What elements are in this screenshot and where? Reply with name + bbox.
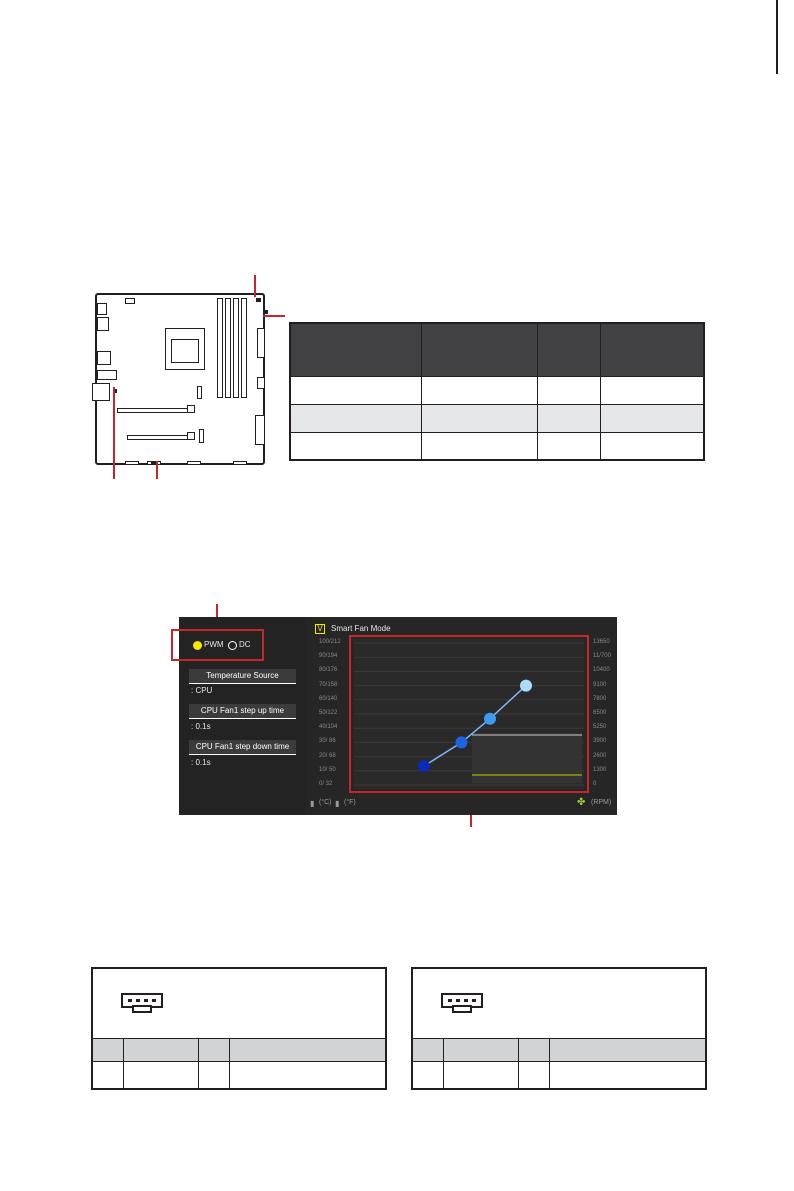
rpm-unit: (RPM) bbox=[591, 799, 612, 806]
table-header bbox=[291, 324, 703, 376]
sata-ports bbox=[255, 415, 265, 445]
y-tick-label-temp: 90/194 bbox=[319, 653, 338, 660]
y-tick-label-rpm: 7800 bbox=[593, 695, 607, 702]
y-tick-label-rpm: 3900 bbox=[593, 738, 607, 745]
pcie-slot bbox=[127, 435, 195, 440]
y-tick-label-temp: 80/176 bbox=[319, 667, 338, 674]
header bbox=[187, 461, 201, 465]
temperature-source-value: : CPU bbox=[191, 686, 213, 695]
table-divider bbox=[443, 1038, 444, 1088]
step-up-time-value: : 0.1s bbox=[191, 722, 211, 731]
y-tick-label-rpm: 2600 bbox=[593, 752, 607, 759]
table-divider bbox=[123, 1038, 124, 1088]
power-connector bbox=[257, 328, 265, 358]
board-component bbox=[257, 377, 265, 389]
step-down-time-button[interactable]: CPU Fan1 step down time bbox=[189, 740, 296, 755]
board-component bbox=[125, 298, 135, 304]
thermometer-icon: ▮ bbox=[335, 799, 340, 808]
y-tick-label-rpm: 1300 bbox=[593, 766, 607, 773]
callout-line bbox=[156, 461, 158, 479]
y-tick-label-temp: 20/ 68 bbox=[319, 752, 336, 759]
y-tick-label-rpm: 6500 bbox=[593, 710, 607, 716]
y-tick-label-rpm: 11/700 bbox=[593, 653, 611, 660]
y-tick-label-temp: 0/ 32 bbox=[319, 781, 333, 787]
dimm-slot bbox=[241, 298, 247, 398]
smart-fan-label: Smart Fan Mode bbox=[331, 624, 391, 633]
fahrenheit-unit: (°F) bbox=[344, 799, 356, 806]
dimm-slot bbox=[233, 298, 239, 398]
pwm-label: PWM bbox=[204, 640, 224, 649]
temperature-source-button[interactable]: Temperature Source bbox=[189, 669, 296, 684]
page-edge-tab bbox=[776, 0, 778, 74]
pwm-radio[interactable] bbox=[193, 641, 202, 650]
y-tick-label-rpm: 0 bbox=[593, 781, 597, 787]
io-port bbox=[92, 383, 110, 401]
bios-fan-screenshot bbox=[179, 617, 617, 815]
callout-line bbox=[263, 315, 285, 317]
y-tick-label-rpm: 10400 bbox=[593, 667, 610, 674]
io-port bbox=[97, 351, 111, 365]
header bbox=[233, 461, 247, 465]
y-tick-label-temp: 70/158 bbox=[319, 681, 338, 688]
callout-line bbox=[113, 387, 115, 479]
callout-line bbox=[254, 275, 256, 297]
table-divider bbox=[537, 324, 538, 459]
fan-header-marker bbox=[256, 298, 261, 302]
board-component bbox=[199, 429, 204, 443]
connector-4pin-icon bbox=[441, 993, 483, 1013]
y-tick-label-temp: 50/122 bbox=[319, 710, 338, 716]
table-row bbox=[291, 432, 703, 460]
pin-table-left bbox=[91, 967, 387, 1090]
pin-table-header bbox=[413, 1038, 705, 1062]
y-tick-label-temp: 10/ 50 bbox=[319, 766, 336, 773]
table-row bbox=[291, 376, 703, 404]
table-row bbox=[291, 404, 703, 432]
pcie-slot bbox=[117, 408, 195, 413]
thermometer-icon: ▮ bbox=[310, 799, 315, 808]
y-tick-label-temp: 30/ 86 bbox=[319, 738, 336, 745]
y-tick-label-rpm: 9100 bbox=[593, 681, 607, 688]
io-port bbox=[97, 303, 107, 315]
y-tick-label-temp: 40/104 bbox=[319, 724, 338, 731]
io-port bbox=[97, 370, 117, 380]
fan-header-marker bbox=[264, 310, 268, 314]
y-tick-label-temp: 100/212 bbox=[319, 639, 341, 645]
table-divider bbox=[600, 324, 601, 459]
dc-radio[interactable] bbox=[228, 641, 237, 650]
motherboard-diagram bbox=[95, 293, 265, 465]
dimm-slot bbox=[217, 298, 223, 398]
smart-fan-checkbox[interactable]: V bbox=[315, 624, 325, 634]
header bbox=[125, 461, 139, 465]
connector-4pin-icon bbox=[121, 993, 163, 1013]
celsius-unit: (°C) bbox=[319, 799, 332, 806]
step-up-time-button[interactable]: CPU Fan1 step up time bbox=[189, 704, 296, 719]
fan-curve-highlight bbox=[349, 635, 589, 793]
y-tick-label-rpm: 13650 bbox=[593, 639, 610, 645]
board-component bbox=[187, 405, 195, 413]
dc-label: DC bbox=[239, 640, 251, 649]
board-component bbox=[187, 432, 195, 440]
pin-table-header bbox=[93, 1038, 385, 1062]
cpu-socket-inner bbox=[171, 339, 199, 363]
table-divider bbox=[421, 324, 422, 459]
y-tick-label-rpm: 5250 bbox=[593, 724, 607, 731]
io-port bbox=[97, 317, 109, 331]
table-divider bbox=[198, 1038, 199, 1088]
fan-connector-table bbox=[289, 322, 705, 461]
pin-table-right bbox=[411, 967, 707, 1090]
dimm-slot bbox=[225, 298, 231, 398]
board-component bbox=[197, 386, 202, 399]
y-tick-label-temp: 60/140 bbox=[319, 695, 338, 702]
table-divider bbox=[518, 1038, 519, 1088]
table-divider bbox=[549, 1038, 550, 1088]
step-down-time-value: : 0.1s bbox=[191, 758, 211, 767]
fan-icon: ✤ bbox=[577, 797, 586, 808]
table-divider bbox=[229, 1038, 230, 1088]
